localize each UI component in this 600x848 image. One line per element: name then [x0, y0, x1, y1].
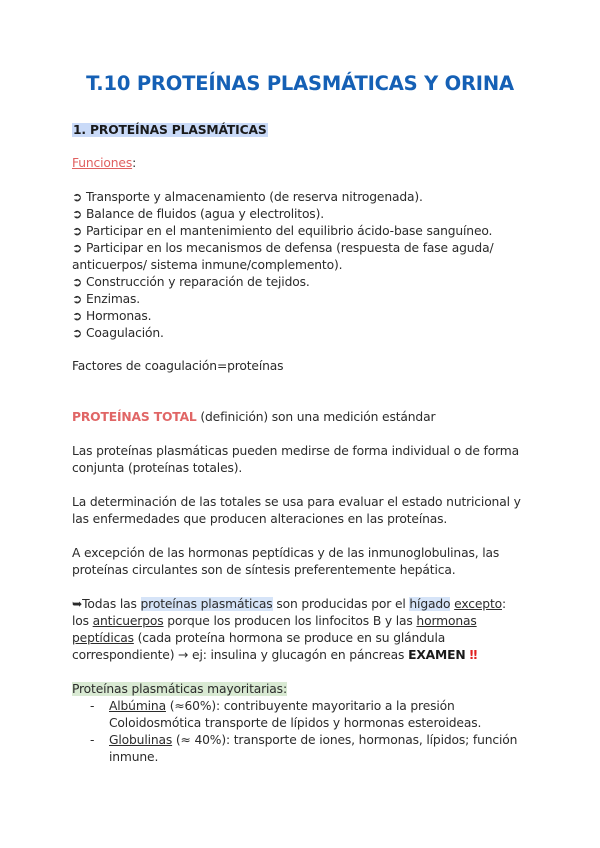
paragraph-line: correspondiente) → ej: insulina y glucagón en páncreas EXAMEN ‼ — [72, 648, 478, 662]
underline-peptidicas: peptídicas — [72, 631, 134, 645]
bullet-arrow-icon: ➲ — [72, 190, 83, 204]
list-item: ➲ Balance de fluidos (agua y electrolitos). — [72, 207, 324, 221]
bullet-arrow-icon: ➲ — [72, 292, 83, 306]
funciones-colon: : — [132, 156, 137, 170]
section-heading — [72, 122, 268, 139]
paragraph-line: los anticuerpos porque los producen los linfocitos B y las hormonas — [72, 614, 477, 628]
examen-label: EXAMEN — [408, 648, 466, 662]
list-item: ➲ Coagulación. — [72, 326, 164, 340]
list-item: ➲ Enzimas. — [72, 292, 141, 306]
paragraph-line: A excepción de las hormonas peptídicas y de las inmunoglobulinas, las — [72, 546, 500, 560]
underline-globulinas: Globulinas — [109, 733, 173, 747]
page-title: T.10 PROTEÍNAS PLASMÁTICAS Y ORINA — [86, 72, 514, 95]
bullet-arrow-icon: ➲ — [72, 241, 83, 255]
arrow-icon: ➥ — [72, 597, 83, 611]
factores-text: Factores de coagulación=proteínas — [72, 359, 284, 373]
bullet-arrow-icon: ➲ — [72, 326, 83, 340]
list-item: Albúmina (≈60%): contribuyente mayoritario a la presión — [109, 699, 455, 713]
proteinas-total-line: PROTEÍNAS TOTAL (definición) son una medición estándar — [72, 410, 436, 424]
section-heading-text: 1. PROTEÍNAS PLASMÁTICAS — [73, 123, 267, 137]
paragraph-line: ➥Todas las proteínas plasmáticas son producidas por el hígado excepto: — [72, 597, 506, 611]
funciones-label: Funciones — [72, 156, 133, 170]
mayoritarias-heading: Proteínas plasmáticas mayoritarias: — [72, 682, 287, 696]
highlight-higado: hígado — [409, 597, 451, 611]
list-item: ➲ Participar en el mantenimiento del equilibrio ácido-base sanguíneo. — [72, 224, 493, 238]
list-item: ➲ Participar en los mecanismos de defensa (respuesta de fase aguda/ — [72, 241, 494, 255]
list-dash: - — [90, 733, 95, 747]
highlight-proteinas-plasmaticas: proteínas plasmáticas — [140, 597, 273, 611]
paragraph-line: La determinación de las totales se usa para evaluar el estado nutricional y — [72, 495, 521, 509]
list-dash: - — [90, 699, 95, 713]
bullet-arrow-icon: ➲ — [72, 207, 83, 221]
list-item-continuation: inmune. — [109, 750, 159, 764]
list-item: ➲ Construcción y reparación de tejidos. — [72, 275, 310, 289]
list-item: ➲ Hormonas. — [72, 309, 152, 323]
underline-hormonas: hormonas — [416, 614, 477, 628]
bullet-arrow-icon: ➲ — [72, 275, 83, 289]
paragraph-line: peptídicas (cada proteína hormona se produce en su glándula — [72, 631, 446, 645]
underline-albumina: Albúmina — [109, 699, 166, 713]
bullet-arrow-icon: ➲ — [72, 309, 83, 323]
double-exclamation-icon: ‼ — [465, 648, 478, 662]
funciones-heading — [72, 155, 136, 172]
bullet-arrow-icon: ➲ — [72, 224, 83, 238]
paragraph-line: proteínas circulantes son de síntesis preferentemente hepática. — [72, 563, 456, 577]
underline-anticuerpos: anticuerpos — [92, 614, 164, 628]
paragraph-line: Las proteínas plasmáticas pueden medirse de forma individual o de forma — [72, 444, 519, 458]
list-item-continuation: anticuerpos/ sistema inmune/complemento). — [72, 258, 343, 272]
list-item-continuation: Coloidosmótica transporte de lípidos y hormonas esteroideas. — [109, 716, 482, 730]
list-item: ➲ Transporte y almacenamiento (de reserva nitrogenada). — [72, 190, 423, 204]
paragraph-line: las enfermedades que producen alteraciones en las proteínas. — [72, 512, 448, 526]
proteinas-total-term: PROTEÍNAS TOTAL — [72, 410, 197, 424]
paragraph-line: conjunta (proteínas totales). — [72, 461, 243, 475]
list-item: Globulinas (≈ 40%): transporte de iones, hormonas, lípidos; función — [109, 733, 518, 747]
underline-excepto: excepto — [454, 597, 502, 611]
